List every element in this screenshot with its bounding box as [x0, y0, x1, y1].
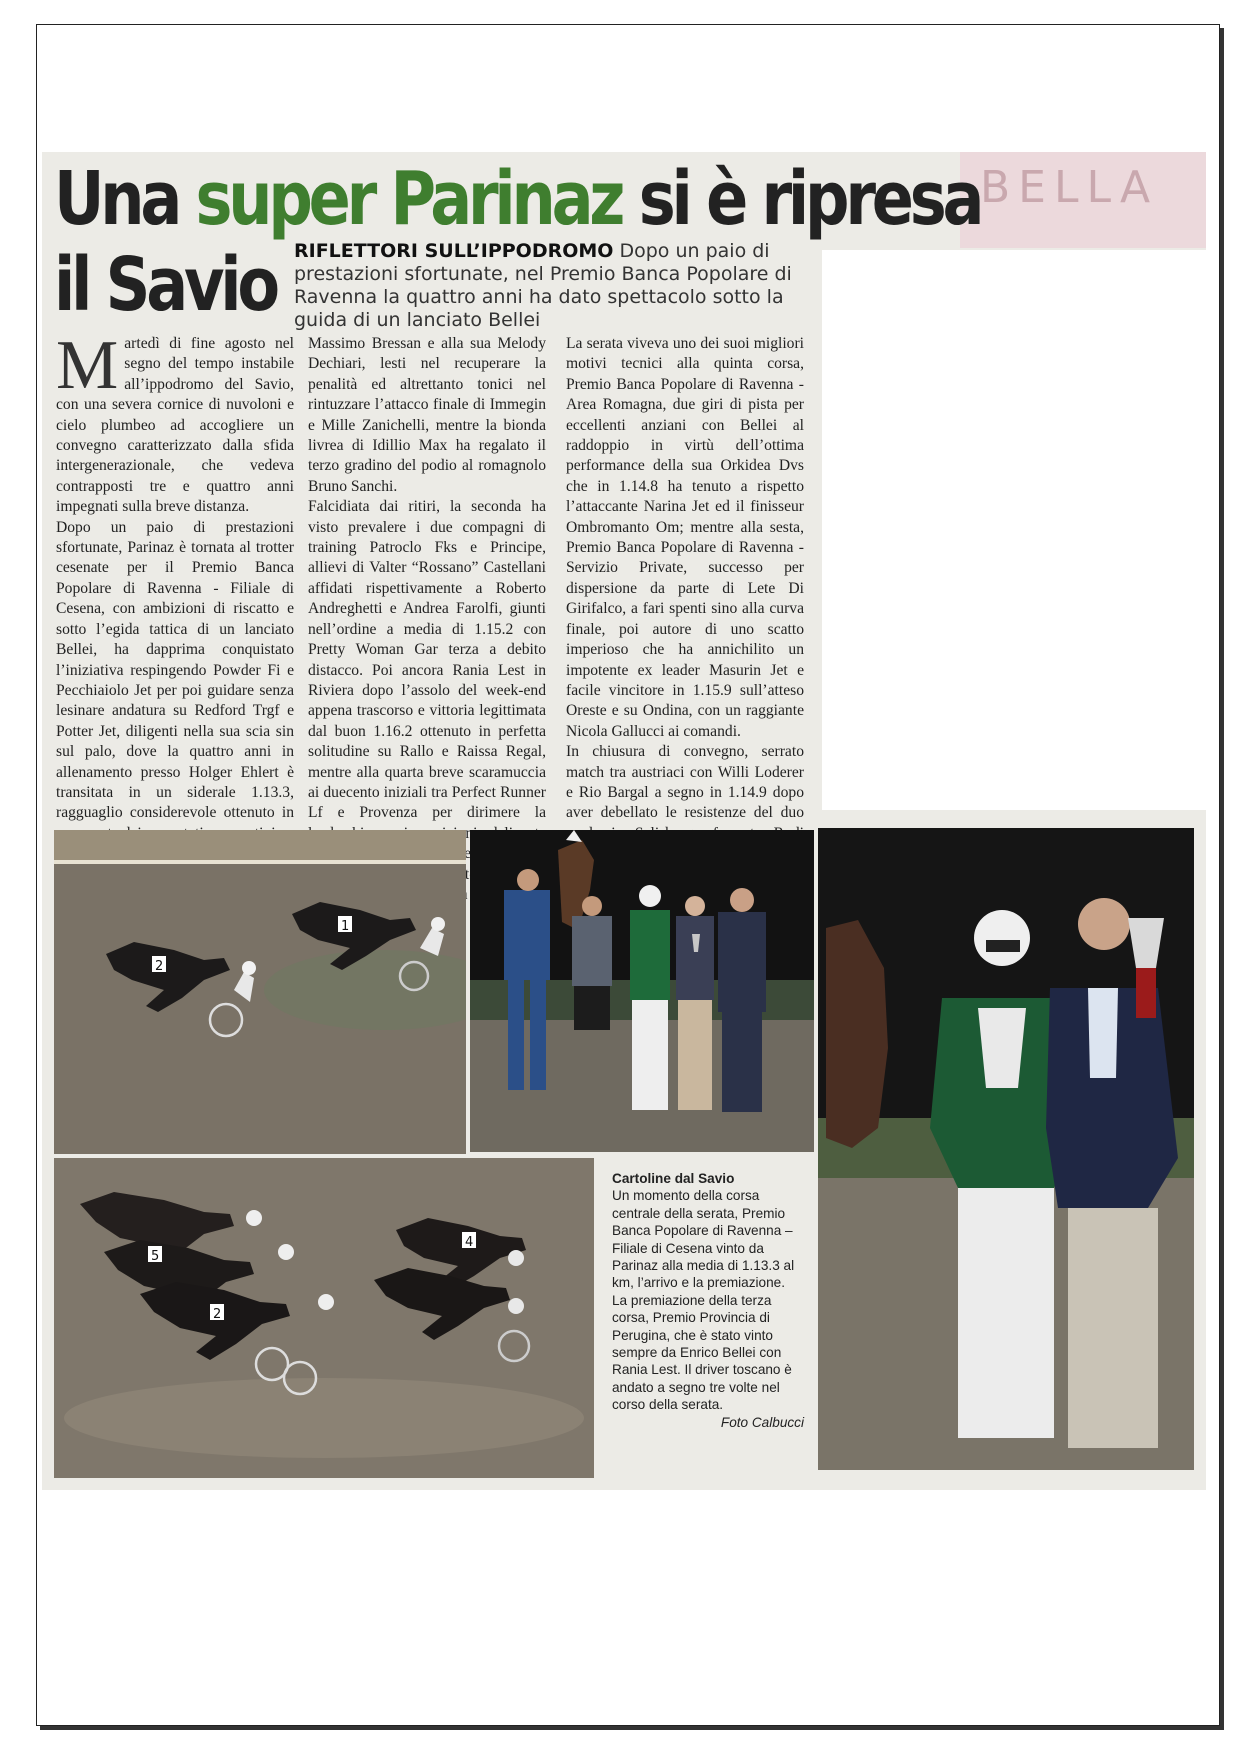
col2-paragraph-1: Massimo Bressan e alla sua Melody Dechiari, lesti nel recuperare la penalità ed altrettanto tonici nel rintuzzare l’attacco finale di Immegin e Mille Zanichelli, mentre la bionda livrea di Idillio Max ha regalato il terzo gradino del podio al romagnolo Bruno Sanchi. [308, 335, 546, 495]
headline-highlight: super Parinaz [195, 156, 622, 242]
photo-credit: Foto Calbucci [720, 1414, 804, 1430]
drop-cap: M [56, 327, 119, 404]
photo-driver-trophy [818, 828, 1194, 1470]
deck [294, 240, 824, 332]
caption-title: Cartoline dal Savio [612, 1171, 735, 1186]
deck-kicker: RIFLETTORI SULL’IPPODROMO [294, 240, 614, 262]
race-number-2b: 2 [213, 1307, 222, 1322]
race-number-2: 2 [155, 959, 164, 974]
photo-race-finish [54, 830, 466, 1154]
col3-paragraph-2: In chiusura di convegno, serrato match tra austriaci con Willi Loderer e Rio Bargal a segno in 1.14.9 dopo aver debellato le resistenze del duo [566, 743, 804, 822]
race-number-1: 1 [341, 919, 350, 934]
race-number-4: 4 [465, 1235, 474, 1250]
blank-area [822, 250, 1206, 810]
photo-caption [612, 1170, 804, 1431]
col1-paragraph-2: Dopo un paio di prestazioni sfortunate, Parinaz è tornata al trotter cesenate per il Premio Banca Popolare di Ravenna - Filiale di Cesena, con ambizioni di riscatto e sotto l’egida tattica di un lanciato Bellei, ha dapprima conquistato l’iniziativa respingendo Powder Fi e Pecchiaiolo Jet per poi guidare senza lesinare andatura su Redford Trgf e Potter Jet, diligenti nella sua scia sin sul palo, dove la quattro anni in allenamento presso Holger Ehlert è transitata in un siderale 1.13.3, ragguaglio considerevole ottenuto in [56, 518, 294, 822]
adjacent-article-strip: BELLA [960, 152, 1206, 248]
caption-paragraph-1: Un momento della corsa centrale della serata, Premio Banca Popolare di Ravenna – Filiale di Cesena vinto da Parinaz alla media di 1.13.3 al km, l’arrivo e la premiazione. [612, 1188, 795, 1291]
article-column-1 [56, 327, 294, 905]
headline-line2: il Savio [54, 242, 276, 328]
caption-paragraph-2: La premiazione della terza corsa, Premio Provincia di Perugina, che è stato vinto sempre da Enrico Bellei con Rania Lest. Il driver toscano è andato a segno tre volte nel corso della serata. [612, 1292, 792, 1413]
col2-paragraph-2: Falcidiata dai ritiri, la seconda ha visto prevalere i due compagni di training Patroclo Fks e Principe, allievi di Valter “Rossano” Castellani affidati rispettivamente a Roberto Andreghetti e Andrea Farolfi, giunti nell’ordine a media di 1.15.2 con Pretty Woman Gar terza a debito distacco. Poi ancora Rania Lest in Riviera dopo l’assolo del week-end appena trascorso e vittoria legittimata dal buon 1.16.2 ottenuto in perfetta solitudine su Rallo e Raissa Regal, mentre alla quarta breve scaramuccia ai duecento iniziali tra Perfect Runner Lf e Provenza per dirimere la e [308, 498, 546, 863]
headline-part1: Una [54, 156, 196, 242]
race-number-5: 5 [151, 1249, 160, 1264]
photo-race-arrival [54, 1158, 594, 1478]
headline-part2: si è ripresa [621, 156, 981, 242]
deck-text: Dopo un paio di prestazioni sfortunate, nel Premio Banca Popolare di Ravenna la quattro anni ha dato spettacolo sotto la guida di un lanciato Bellei [294, 240, 792, 331]
col1-paragraph-1: artedì di fine agosto nel segno del tempo instabile all’ippodromo del Savio, con una severa cornice di nuvoloni e cielo plumbeo ad accogliere un convegno caratterizzato dalla sfida intergenerazionale, che vedeva contrapposti tre e quattro anni impegnati sulla breve distanza. [56, 335, 294, 516]
col3-paragraph-1: La serata viveva uno dei suoi migliori motivi tecnici alla quinta corsa, Premio Banca Popolare di Ravenna - Area Romagna, due giri di pista per eccellenti anziani con Bellei al raddoppio in virtù dell’ottima performance della sua Orkidea Dvs che in 1.14.8 ha tenuto a rispetto l’attaccante Narina Jet ed il finisseur Ombromanto Om; mentre alla sesta, Premio Banca Popolare di Ravenna - Servizio Private, successo per dispersione da parte di Lete Di Girifalco, a fari spenti sino alla curva finale, poi autore di uno scatto imperioso che ha annichilito un impotente ex leader Masurin Jet e facile vincitore in 1.15.9 sull’atteso Oreste e su Ondina, con un raggiante Nicola Gallucci ai comandi. [566, 335, 804, 740]
photo-award-ceremony [470, 830, 814, 1152]
